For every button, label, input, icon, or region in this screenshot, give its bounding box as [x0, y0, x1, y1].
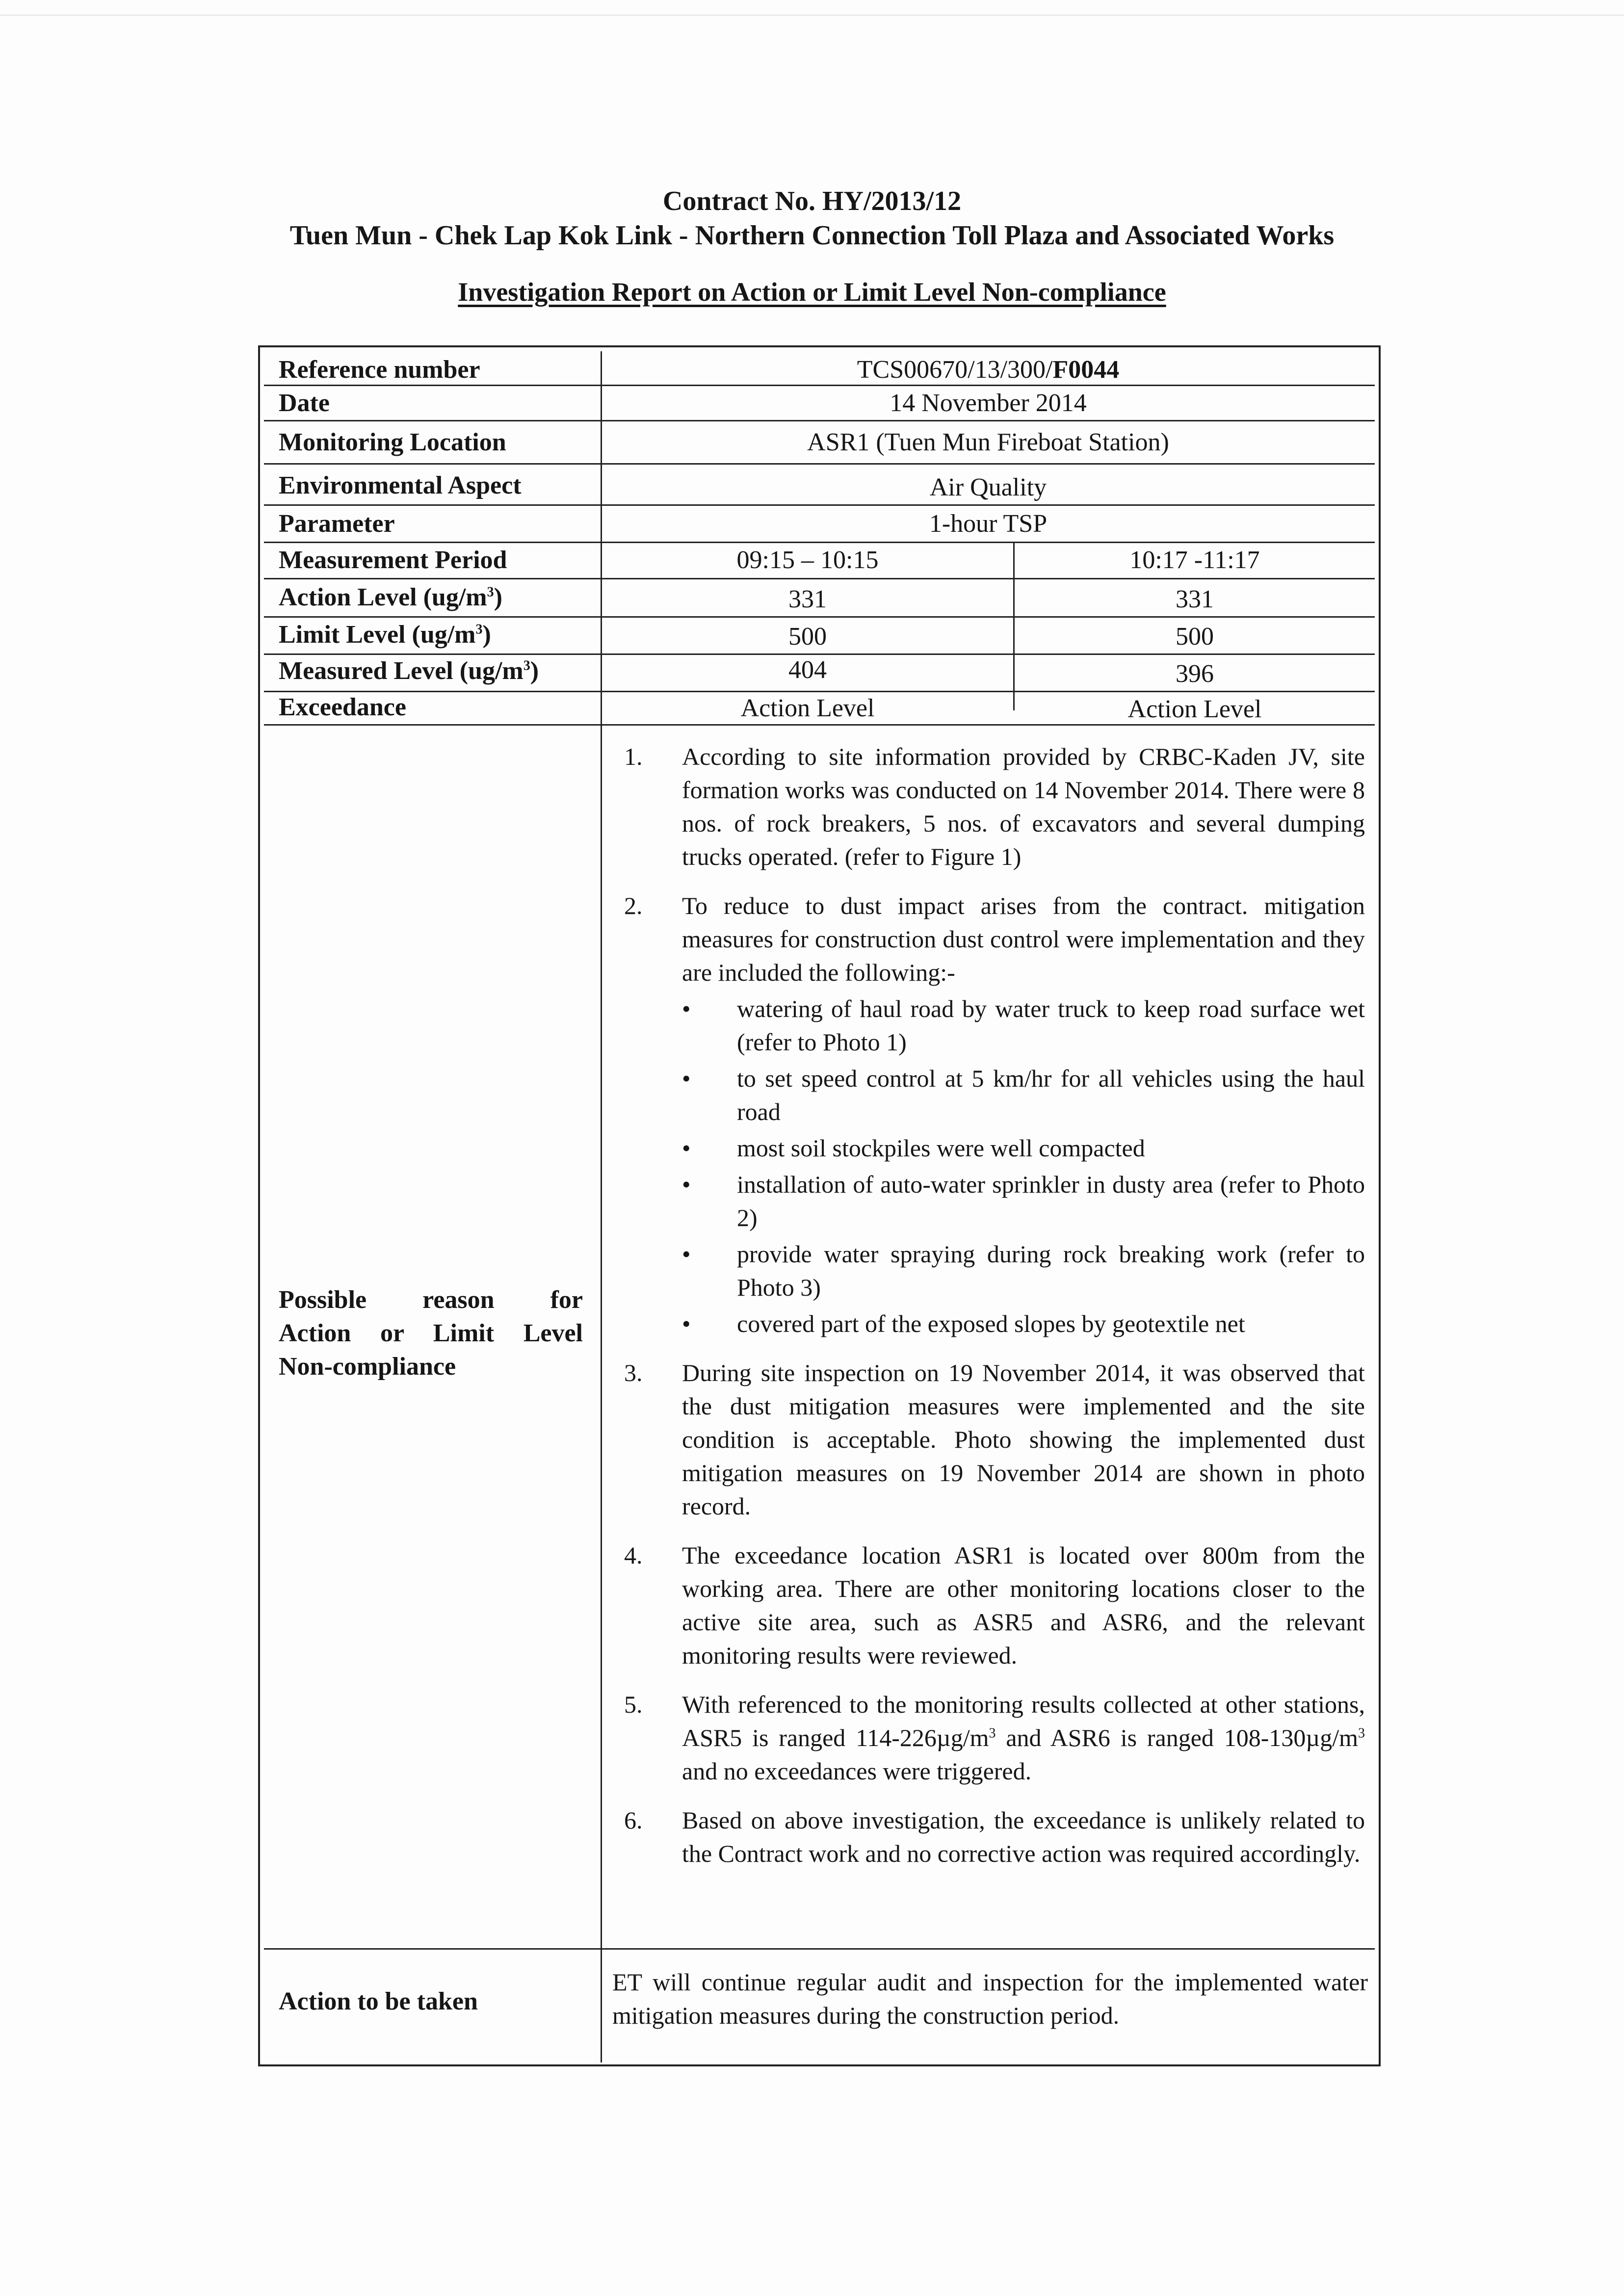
action-level-2: 331 — [1176, 585, 1214, 613]
reference-number-label: Reference number — [279, 356, 480, 384]
reason-item-2: 2. To reduce to dust impact arises from the contract. mitigation measures for construction dust control were implementation and they are included the following:- • watering of haul road by water truck to keep road surface wet (refer to Photo 1) • to set speed control at 5 km/hr for all vehicles using the haul road • most soil stockpiles were well compacted • installation of auto-water sprinkler in dusty area (refer to Photo 2) • provide water spraying during rock breaking work (refer to Photo 3) • covered part of the exposed slopes by geotextile net — [624, 889, 1365, 1340]
environmental-aspect-value: Air Quality — [929, 473, 1047, 501]
mitigation-measures-list — [682, 992, 1365, 1340]
limit-level-1: 500 — [788, 623, 827, 651]
possible-reason-label: Possible reason for Action or Limit Level Non-compliance — [279, 1286, 583, 1381]
measured-level-2: 396 — [1176, 660, 1214, 688]
action-to-be-taken-text: ET will continue regular audit and inspection for the implemented water mitigation measures during the construction period. — [612, 1968, 1368, 2029]
monitoring-location-label: Monitoring Location — [279, 428, 506, 456]
action-level-label: Action Level $(ug/m^3)$ — [279, 583, 502, 611]
date-value: 14 November 2014 — [890, 389, 1087, 417]
report-title: Investigation Report on Action or Limit Level Non-compliance — [458, 277, 1166, 307]
list-item: • provide water spraying during rock breaking work (refer to Photo 3) — [682, 1237, 1365, 1304]
limit-level-2: 500 — [1176, 623, 1214, 651]
exceedance-label: Exceedance — [279, 693, 406, 721]
environmental-aspect-label: Environmental Aspect — [279, 471, 522, 499]
measured-level-label: Measured Level $(ug/m^3)$ — [279, 657, 539, 685]
parameter-value: 1-hour TSP — [929, 510, 1048, 538]
action-level-1: 331 — [788, 585, 827, 613]
measurement-period-2: 10:17 -11:17 — [1129, 546, 1260, 574]
list-item: • most soil stockpiles were well compacted — [682, 1131, 1365, 1165]
monitoring-location-value: ASR1 (Tuen Mun Fireboat Station) — [807, 428, 1169, 456]
list-item: • to set speed control at 5 km/hr for all vehicles using the haul road — [682, 1062, 1365, 1128]
possible-reason-content — [624, 740, 1365, 1886]
measurement-period-label: Measurement Period — [279, 546, 507, 574]
parameter-label: Parameter — [279, 510, 395, 538]
list-item: • watering of haul road by water truck to keep road surface wet (refer to Photo 1) — [682, 992, 1365, 1059]
reason-item-3: 3. During site inspection on 19 November 2014, it was observed that the dust mitigation measures were implemented and the site condition is acceptable. Photo showing the implemented dust mitigation measures on 19 November 2014 are shown in photo record. — [624, 1359, 1365, 1520]
reason-item-6: 6. Based on above investigation, the exceedance is unlikely related to the Contract work and no corrective action was required accordingly. — [624, 1806, 1365, 1867]
contract-number: Contract No. HY/2013/12 — [662, 186, 962, 216]
reference-number-value: TCS00670/13/300/F0044 — [857, 356, 1120, 384]
investigation-table — [258, 345, 1381, 2066]
exceedance-2: Action Level — [1127, 695, 1262, 723]
measurement-period-1: 09:15 – 10:15 — [736, 546, 879, 574]
scan-edge-line — [0, 15, 1624, 16]
reason-item-5: 5. With referenced to the monitoring results collected at other stations, ASR5 is ranged $114-226\mu g/m^3$ and ASR6 is ranged $108-130\mu g/m^3$ and no exceedances were triggered. — [624, 1691, 1365, 1785]
reason-item-4: 4. The exceedance location ASR1 is located over 800m from the working area. There are other monitoring locations closer to the active site area, such as ASR5 and ASR6, and the relevant monitoring results were reviewed. — [624, 1541, 1365, 1669]
list-item: • covered part of the exposed slopes by geotextile net — [682, 1307, 1365, 1340]
limit-level-label: Limit Level $(ug/m^3)$ — [279, 621, 491, 649]
list-item: • installation of auto-water sprinkler in dusty area (refer to Photo 2) — [682, 1168, 1365, 1234]
measured-level-1: 404 — [788, 656, 827, 684]
date-label: Date — [279, 389, 330, 417]
exceedance-1: Action Level — [740, 694, 875, 722]
action-to-be-taken-label: Action to be taken — [279, 1987, 478, 2015]
reason-item-1: 1. According to site information provided by CRBC-Kaden JV, site formation works was conducted on 14 November 2014. There were 8 nos. of rock breakers, 5 nos. of excavators and several dumping trucks operated. (refer to Figure 1) — [624, 743, 1365, 870]
project-title: Tuen Mun - Chek Lap Kok Link - Northern Connection Toll Plaza and Associated Works — [289, 220, 1335, 251]
